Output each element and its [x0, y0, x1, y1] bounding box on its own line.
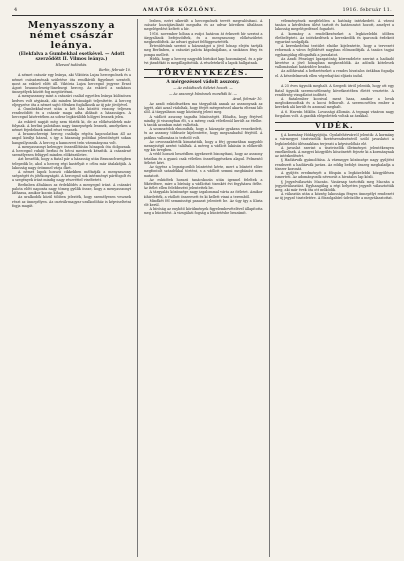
column-3: [275, 19, 394, 557]
columns: [12, 19, 394, 557]
section-header-vidék: [275, 122, 394, 131]
article-subhead: — Az asszonyt bűnösnek mondták ki. —: [168, 91, 238, 96]
column-divider: [269, 19, 270, 557]
paragraph: § Jegyzőválasztás Macsán. Vasárnap tartották meg Macsán a jegyzőválasztást. Egyhangúlag a régi helyettes jegyzőt választották meg, aki már évek óta ott működik.: [275, 179, 394, 192]
paragraph: Az Aradi Pénzügyi Igazgatóság körrendelete szerint a hadiadó kivetése a jövő hónapban megkezdődik. Az adózók kötelesek vallomásukat határidőre beadni.: [275, 56, 394, 70]
paragraph: Berlinben általános az érdeklődés a menyegző iránt. A császári palota előtt naponta nagy tömeg gyűlik össze, hogy a menyasszonyt láthassa, amikor kocsin kihajt.: [12, 182, 131, 196]
paragraph: A braunschweigi herceg családja régóta kapcsolatban áll az angol királyi házzal, s így a házasság politikai jelentőségét sokan hangsúlyozzák. A herceg a hannoveri trón várományosa volt.: [12, 132, 131, 145]
page-number: 4: [14, 7, 18, 13]
paragraph: A kereskedelmi testület elnöke kijelentette, hogy a tervezett reformok a város fejlődését nagyban előmozdítják. A tanács tagjai egyhangúlag elfogadták a javaslatot.: [275, 44, 394, 57]
article-subhead: (Elekfalva a Gumbekhal esetkével. — Adott szerződött II. Vilmos leánya.): [18, 52, 125, 62]
paragraph: Az adóhivatal a befizetéseket a rendes hivatalos órákban fogadja el. A késedelmesek ellen végrehajtási eljárás indul.: [275, 69, 394, 78]
paper-title: AMATŐR KÖZLÖNY.: [142, 7, 218, 13]
paragraph: Mindkét fél semmisségi panaszt jelentett be. Az ügy így a Kúria elé kerül.: [143, 198, 263, 207]
paragraph: Az aradi esküdtszéken ma tárgyalták annak az asszonynak az ügyét, akit azzal vádoltak, hogy férjét mérgezéssel akarta eltenni láb alól. A tárgyaláson nagy közönség jelent meg.: [143, 102, 263, 115]
article-headline: Menyasszony a német császár leánya.: [27, 20, 116, 51]
paragraph: A tárgyalás közönsége nagy izgalommal várta az ítéletet. Amikor kihirdették, a vádlott összeesett és ki kellett vinni a teremből.: [143, 190, 263, 199]
column-2: [144, 19, 263, 557]
section-title: TÖRVÉNYKEZÉS.: [157, 68, 249, 78]
paragraph: Az esküdtek hosszú tanácskozás után igennel feleltek a főkérdésre, mire a bíróság a vádlottat tizenkét évi fegyházra ítélte. Az ítélet ellen felebbezést jelentettek be.: [143, 177, 263, 191]
paragraph: Értesülésünk szerint a házasságot a jövő hónap elején tartják meg Berlinben, a császári palota kápolnájában, a szokásos fény és pompa mellett.: [143, 44, 263, 57]
paragraph: A választás után a község lakossága fényes ünnepélyt rendezett az új jegyző tiszteletére. A főszolgabíró üdvözölte a megválasztottat.: [275, 192, 394, 201]
paragraph: A német császár egy leánya, aki Viktória Lujza hercegnőnek és a német császárnénak születése óta rendkívüli figyelmet szentelt, most az esküvő előtt áll. Viktória Lujza hercegnő jegyese Ernst Ágost braunschweig-lüneburgi herceg. Az esküvő a szokásos ünnepélyek között fog megtörténni.: [12, 73, 131, 95]
paragraph: 1916. november hóban a svájci határon át érkezett hír szerint a tárgyalások befejeződtek, és a menyasszony előkészületei megkezdődtek. Az udvari gyászt felfüggesztették.: [143, 31, 263, 45]
paragraph: lesben, ezért sikerült a hercegnőnek tervét megvalósítani. A császár hozzájárulását megadta és az udvar köreiben általános megelégedést keltett a hír.: [143, 19, 263, 32]
dateline: Arad, február 10.: [232, 96, 263, 101]
article-subhead: — Az esküdtszék ítéletet hozott. —: [173, 86, 233, 91]
paragraph: A gyűjtés eredményét a főispán a legközelebbi közgyűlésen ismerteti. Az adományozók névsorát a hivatalos lap közli.: [275, 171, 394, 180]
paragraph: A német lapok hosszú cikkekben méltatják a menyasszony szépségét és jótékonyságát. A hercegnő sok intézményt pártfogolt és a szegények iránt mindig nagy részvéttel viseltetett.: [12, 170, 131, 183]
page-header: [12, 4, 394, 16]
paragraph: A javaslat szerint a tisztviselők illetményei jelentékenyen emelkednek. A megyei közgyűlés köszönetét fejezte ki a kormánynak az intézkedésért.: [275, 145, 394, 159]
column-1: [12, 19, 131, 557]
dateline: Berlin, február 10.: [99, 68, 131, 73]
paragraph: A menyasszony mint a császári család egyetlen leánya különösen kedves volt atyjának, aki minden kívánságát teljesítette. A herceg eljegyzése óta a német sajtó élénken foglalkozik az új pár jövőjével.: [12, 94, 131, 107]
paragraph: A szomszédok elmondták, hogy a házaspár gyakran veszekedett, és az asszony többször kijelentette, hogy megszabadul férjétől. A patikus vallomása is terhelő volt.: [143, 127, 263, 140]
paragraph: Hírlik, hogy a herceg nagyobb birtokot kap hozományul, és a pár évi járadékát is megállapították. A részletekről a lapok hallgatnak.: [143, 56, 263, 66]
paragraph: Az orvosszakértők kimutatták, hogy a férj gyomrában nagyobb mennyiségű arzént találtak. A méreg a vádlott lakásán is előkerült egy kis üvegben.: [143, 139, 263, 153]
paragraph: A menyasszonyi kelengye összeállításán hónapok óta dolgoznak. A hercegnő ruháit berlini és bécsi mesterek készítik. A császárné személyesen felügyel minden előkészületre.: [12, 144, 131, 158]
paragraph: Az esküvő napját még nem tűzték ki, de az előkészületek már folynak. A berlini palotában nagy ünnepségek lesznek, amelyeken a német fejedelmek mind részt vesznek.: [12, 119, 131, 133]
paragraph: § Hadiárvák gyámolítása. A vármegye közönsége nagy gyűjtést rendezett a hadiárvák javára. Az eddig befolyt összeg meghaladja a tízezer koronát.: [275, 158, 394, 171]
paragraph: Azt beszélik, hogy a fiatal pár a házasság után Braunschweigben telepedik le, ahol a herceg régi kastélyát e célra már átalakítják. A lakosság nagy örömmel várja őket.: [12, 157, 131, 170]
paragraph: A 25 éves ügynök meghalt. A Szegedi útról jelentik, hogy ott egy fiatal ügynök szerencsétlenség következtében életét vesztette. A rendőrség vizsgálatot indított.: [275, 84, 394, 97]
paragraph: A védő hosszú beszédben igyekezett bizonyítani, hogy az asszony ártatlan és a gyanú csak véletlen összefüggéseken alapul. Felmentő ítéletet kért.: [143, 152, 263, 165]
paragraph: A kormány a rendelkezéseket a legközelebbi időben életbelépteti. Az intézkedések a kereskedők és iparosok érdekeit egyaránt szolgálják.: [275, 31, 394, 45]
section-header-courts: [144, 69, 263, 78]
paragraph: A bíróság az enyhítő körülmények figyelembevételével állapította meg a büntetést. A vizsgálati fogság a büntetésbe beszámít.: [143, 207, 263, 216]
paragraph: A 6. Havrán Miklós. Lovassági állomás. A tegnapi vásáron nagy forgalom volt. A gazdák elégedettek voltak az árakkal.: [275, 109, 394, 118]
paragraph: A fiatalember kocsival ment haza, amikor a lovak megbokrosodtak és a kocsi felborult. A szerencsétlen ember a kerekek alá került és azonnal meghalt.: [275, 97, 394, 110]
byline: Hlesved tudósítás.: [55, 63, 88, 67]
section-title: VIDÉK.: [314, 121, 355, 131]
paragraph: A Gumbekhal-eset után a két ház közötti viszony teljesen rendeződött és a császár maga adta áldását a házasságra. A hercegnő kíséretében az udvar legkiválóbb hölgyei lesznek jelen.: [12, 107, 131, 120]
column-divider: [137, 19, 138, 557]
article-headline: A mérgezéssel vádolt asszony.: [166, 80, 240, 86]
paragraph: Az uralkodók közül többen jelezték, hogy személyesen vesznek részt az ünnepélyen. Az osztrák-magyar uralkodóház is képviseltetni fogja magát.: [12, 195, 131, 208]
paragraph: véleményének megfelelően a hatóság intézkedett. A városi tanács a kérdésben ülést tartott és határozatot hozott, amelyet a lakosság megelégedéssel fogadott.: [275, 19, 394, 32]
paragraph: § A kormány Hódágyújtója. Gyulafehérvárról jelentik: A kormány a vármegyei tisztviselők fizetésrendezéséről szóló javaslatot a legközelebbi ülésszakban terjeszti a képviselőház elé.: [275, 133, 394, 146]
issue-date: 1916. február 11.: [342, 7, 392, 13]
paragraph: A vádlott asszony tagadta bűnösségét. Előadta, hogy férjével mindig jó viszonyban élt, s a méreg csak véletlenül került az ételbe. A tanúk azonban mást vallottak.: [143, 114, 263, 128]
paragraph: Az ügyész a legszigorúbb büntetést kérte, mert a bűntett előre megfontolt szándékkal történt, s a vádlott semmi megbánást nem mutatott.: [143, 165, 263, 178]
divider-rule: [289, 81, 380, 82]
